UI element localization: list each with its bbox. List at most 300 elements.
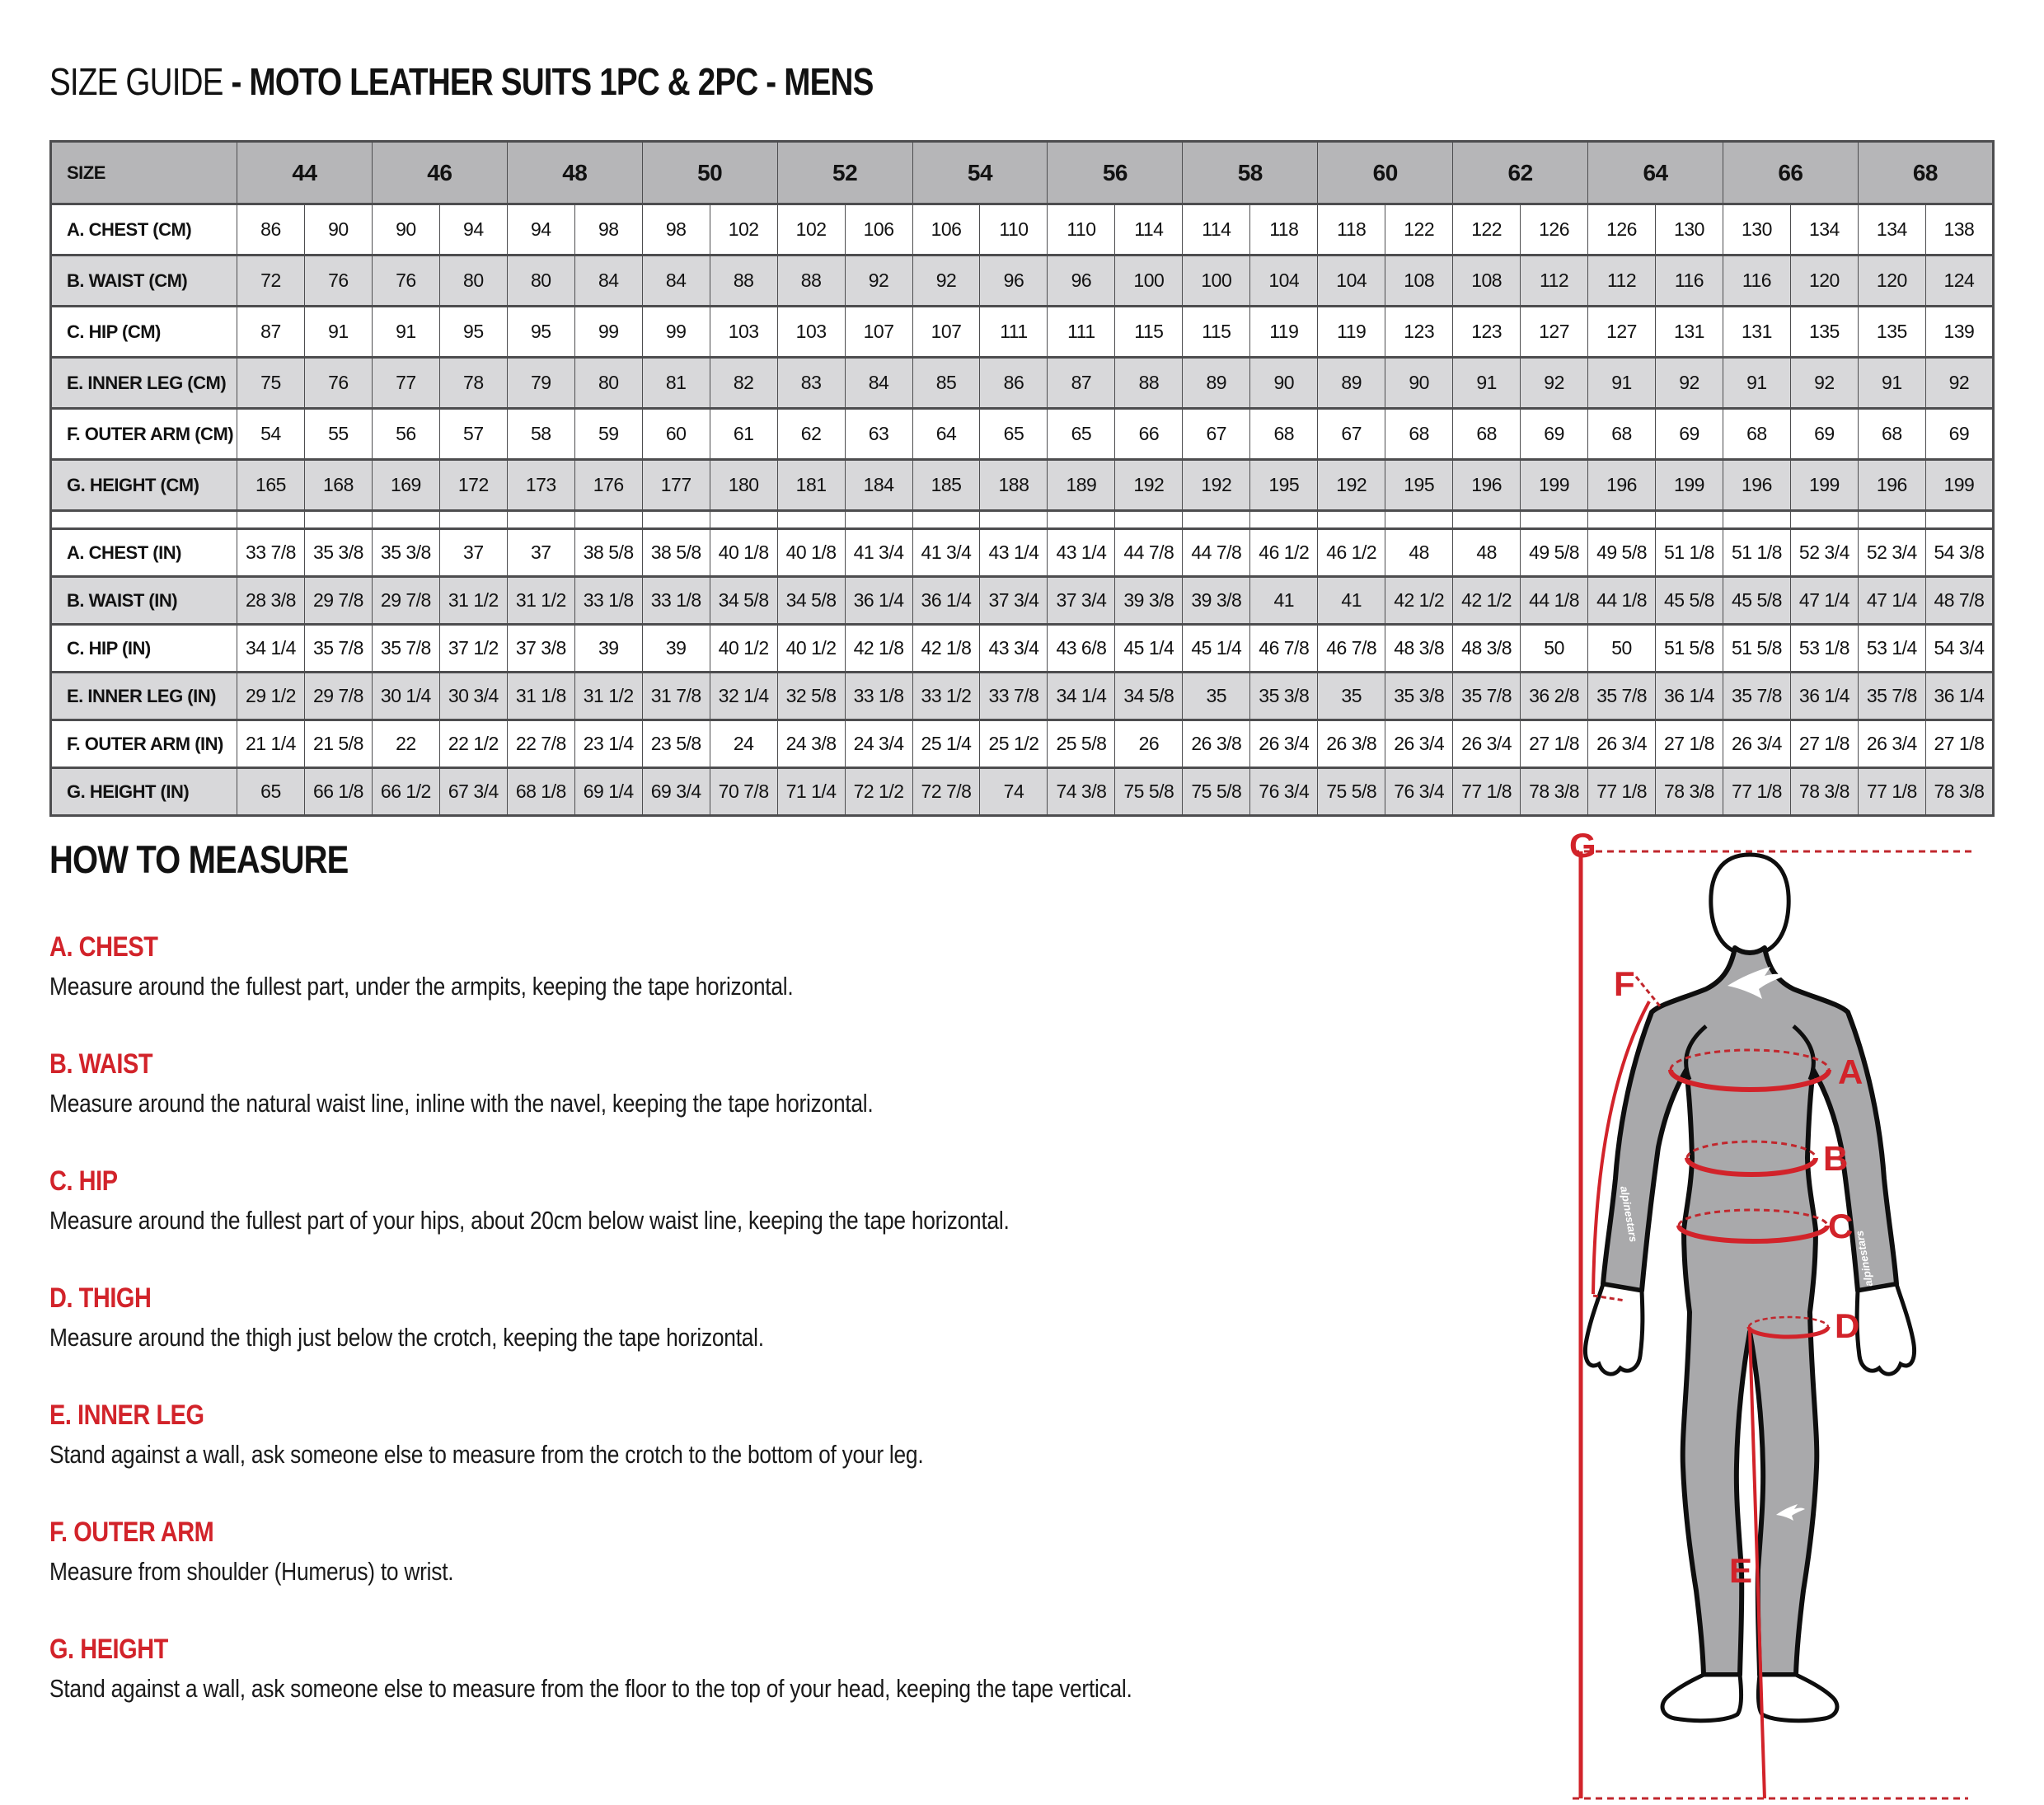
size-col-header: 50 — [642, 142, 777, 204]
table-cell: 40 1/2 — [710, 625, 777, 673]
table-cell: 34 5/8 — [777, 577, 845, 625]
table-cell: 75 5/8 — [1115, 768, 1183, 816]
table-cell: 35 7/8 — [304, 625, 372, 673]
table-cell: 118 — [1318, 204, 1385, 256]
table-cell: 192 — [1115, 460, 1183, 511]
table-cell: 90 — [1385, 358, 1453, 409]
size-col-header: 52 — [777, 142, 912, 204]
table-row — [51, 529, 1994, 577]
figure-label-B: B — [1823, 1139, 1849, 1178]
table-cell: 111 — [980, 307, 1048, 358]
table-cell: 106 — [912, 204, 980, 256]
table-cell: 99 — [642, 307, 710, 358]
table-cell: 62 — [777, 409, 845, 460]
table-cell: 24 — [710, 720, 777, 768]
table-cell: 66 — [1115, 409, 1183, 460]
table-cell: 48 3/8 — [1385, 625, 1453, 673]
table-cell: 78 3/8 — [1656, 768, 1723, 816]
separator-cell — [51, 511, 237, 529]
table-cell: 115 — [1115, 307, 1183, 358]
table-cell: 90 — [1250, 358, 1318, 409]
table-cell: 98 — [574, 204, 642, 256]
table-cell: 138 — [1925, 204, 1993, 256]
table-cell: 36 1/4 — [912, 577, 980, 625]
table-cell: 77 1/8 — [1453, 768, 1521, 816]
table-cell: 37 — [507, 529, 574, 577]
table-cell: 69 3/4 — [642, 768, 710, 816]
table-cell: 31 1/2 — [507, 577, 574, 625]
table-cell: 122 — [1453, 204, 1521, 256]
table-cell: 35 7/8 — [372, 625, 439, 673]
table-cell: 37 3/4 — [1048, 577, 1115, 625]
table-cell: 31 1/2 — [574, 673, 642, 720]
table-cell: 177 — [642, 460, 710, 511]
table-cell: 35 7/8 — [1858, 673, 1925, 720]
size-table — [49, 140, 1995, 817]
table-cell: 65 — [980, 409, 1048, 460]
table-cell: 119 — [1318, 307, 1385, 358]
table-cell: 96 — [980, 256, 1048, 307]
mannequin-foot-right — [1758, 1675, 1837, 1721]
separator-cell — [304, 511, 372, 529]
table-cell: 27 1/8 — [1925, 720, 1993, 768]
table-cell: 127 — [1588, 307, 1656, 358]
table-cell: 48 — [1453, 529, 1521, 577]
table-cell: 110 — [980, 204, 1048, 256]
table-cell: 91 — [1723, 358, 1790, 409]
table-cell: 92 — [1925, 358, 1993, 409]
mannequin-diagram — [1566, 824, 2044, 1805]
table-cell: 45 1/4 — [1183, 625, 1250, 673]
table-cell: 96 — [1048, 256, 1115, 307]
table-cell: 123 — [1453, 307, 1521, 358]
table-cell: 91 — [1453, 358, 1521, 409]
table-cell: 33 1/2 — [912, 673, 980, 720]
table-cell: 79 — [507, 358, 574, 409]
separator-cell — [845, 511, 912, 529]
table-cell: 26 3/4 — [1858, 720, 1925, 768]
table-cell: 76 3/4 — [1385, 768, 1453, 816]
table-cell: 49 5/8 — [1521, 529, 1588, 577]
row-label: F. OUTER ARM (CM) — [51, 409, 237, 460]
measure-section-chest — [49, 931, 1563, 1001]
table-cell: 54 3/8 — [1925, 529, 1993, 577]
table-cell: 195 — [1250, 460, 1318, 511]
row-label: G. HEIGHT (IN) — [51, 768, 237, 816]
size-col-header: 58 — [1183, 142, 1318, 204]
table-cell: 173 — [507, 460, 574, 511]
table-cell: 76 3/4 — [1250, 768, 1318, 816]
row-label: E. INNER LEG (IN) — [51, 673, 237, 720]
table-cell: 30 3/4 — [439, 673, 507, 720]
table-row — [51, 460, 1994, 511]
table-cell: 48 7/8 — [1925, 577, 1993, 625]
table-cell: 35 7/8 — [1453, 673, 1521, 720]
table-cell: 107 — [845, 307, 912, 358]
measure-body-thigh: Measure around the thigh just below the crotch, keeping the tape horizontal. — [49, 1323, 764, 1352]
separator-cell — [1588, 511, 1656, 529]
table-cell: 102 — [710, 204, 777, 256]
table-cell: 40 1/2 — [777, 625, 845, 673]
table-cell: 69 — [1925, 409, 1993, 460]
table-cell: 33 1/8 — [845, 673, 912, 720]
table-cell: 31 7/8 — [642, 673, 710, 720]
size-col-header: 54 — [912, 142, 1048, 204]
separator-cell — [710, 511, 777, 529]
table-cell: 25 1/4 — [912, 720, 980, 768]
table-cell: 196 — [1588, 460, 1656, 511]
table-cell: 35 3/8 — [1385, 673, 1453, 720]
measure-body-waist: Measure around the natural waist line, inline with the navel, keeping the tape horizontal. — [49, 1089, 874, 1118]
table-cell: 26 3/8 — [1183, 720, 1250, 768]
table-cell: 92 — [1790, 358, 1858, 409]
table-cell: 99 — [574, 307, 642, 358]
separator-cell — [574, 511, 642, 529]
table-cell: 43 3/4 — [980, 625, 1048, 673]
table-cell: 102 — [777, 204, 845, 256]
table-cell: 86 — [237, 204, 305, 256]
table-cell: 68 — [1385, 409, 1453, 460]
table-cell: 51 1/8 — [1656, 529, 1723, 577]
table-cell: 184 — [845, 460, 912, 511]
table-cell: 27 1/8 — [1521, 720, 1588, 768]
measure-section-waist — [49, 1048, 1563, 1118]
table-cell: 81 — [642, 358, 710, 409]
table-cell: 46 7/8 — [1250, 625, 1318, 673]
table-cell: 75 5/8 — [1183, 768, 1250, 816]
table-cell: 74 — [980, 768, 1048, 816]
separator-cell — [1656, 511, 1723, 529]
table-cell: 25 5/8 — [1048, 720, 1115, 768]
table-cell: 66 1/2 — [372, 768, 439, 816]
measurement-figure — [1566, 824, 2044, 1805]
table-cell: 92 — [1656, 358, 1723, 409]
separator-cell — [1858, 511, 1925, 529]
table-cell: 116 — [1723, 256, 1790, 307]
table-cell: 47 1/4 — [1858, 577, 1925, 625]
figure-label-D: D — [1835, 1306, 1860, 1345]
size-col-header: 48 — [507, 142, 642, 204]
table-cell: 31 1/8 — [507, 673, 574, 720]
page-title — [49, 59, 874, 104]
table-cell: 84 — [642, 256, 710, 307]
table-cell: 104 — [1318, 256, 1385, 307]
table-cell: 28 3/8 — [237, 577, 305, 625]
table-cell: 47 1/4 — [1790, 577, 1858, 625]
table-cell: 50 — [1521, 625, 1588, 673]
table-cell: 92 — [912, 256, 980, 307]
row-label: B. WAIST (IN) — [51, 577, 237, 625]
page-title-rest: - MOTO LEATHER SUITS 1PC & 2PC - MENS — [231, 60, 874, 103]
table-cell: 45 1/4 — [1115, 625, 1183, 673]
table-cell: 26 3/4 — [1453, 720, 1521, 768]
table-cell: 87 — [237, 307, 305, 358]
table-cell: 39 — [642, 625, 710, 673]
table-cell: 33 1/8 — [574, 577, 642, 625]
figure-label-C: C — [1828, 1207, 1854, 1245]
table-cell: 199 — [1790, 460, 1858, 511]
table-cell: 32 5/8 — [777, 673, 845, 720]
table-cell: 24 3/8 — [777, 720, 845, 768]
table-cell: 51 5/8 — [1656, 625, 1723, 673]
table-cell: 67 — [1183, 409, 1250, 460]
table-cell: 78 — [439, 358, 507, 409]
table-cell: 33 1/8 — [642, 577, 710, 625]
table-cell: 42 1/8 — [912, 625, 980, 673]
table-cell: 76 — [372, 256, 439, 307]
table-cell: 85 — [912, 358, 980, 409]
table-cell: 69 1/4 — [574, 768, 642, 816]
table-cell: 86 — [980, 358, 1048, 409]
table-cell: 29 7/8 — [304, 577, 372, 625]
measure-body-inner-leg: Stand against a wall, ask someone else to measure from the crotch to the bottom of your leg. — [49, 1440, 924, 1469]
separator-cell — [1115, 511, 1183, 529]
size-col-header: 60 — [1318, 142, 1453, 204]
table-cell: 80 — [439, 256, 507, 307]
separator-cell — [777, 511, 845, 529]
table-cell: 34 5/8 — [1115, 673, 1183, 720]
table-cell: 37 — [439, 529, 507, 577]
table-cell: 34 1/4 — [1048, 673, 1115, 720]
table-cell: 172 — [439, 460, 507, 511]
row-label: E. INNER LEG (CM) — [51, 358, 237, 409]
table-cell: 56 — [372, 409, 439, 460]
table-cell: 65 — [237, 768, 305, 816]
table-cell: 39 3/8 — [1183, 577, 1250, 625]
table-cell: 110 — [1048, 204, 1115, 256]
table-cell: 27 1/8 — [1656, 720, 1723, 768]
table-cell: 26 — [1115, 720, 1183, 768]
table-cell: 114 — [1115, 204, 1183, 256]
table-cell: 46 7/8 — [1318, 625, 1385, 673]
table-cell: 100 — [1183, 256, 1250, 307]
table-cell: 29 7/8 — [304, 673, 372, 720]
table-cell: 43 1/4 — [1048, 529, 1115, 577]
separator-cell — [1790, 511, 1858, 529]
table-cell: 27 1/8 — [1790, 720, 1858, 768]
table-cell: 26 3/4 — [1385, 720, 1453, 768]
table-cell: 35 — [1183, 673, 1250, 720]
table-cell: 78 3/8 — [1925, 768, 1993, 816]
table-cell: 107 — [912, 307, 980, 358]
figure-label-E: E — [1729, 1551, 1753, 1590]
table-cell: 116 — [1656, 256, 1723, 307]
table-cell: 26 3/4 — [1723, 720, 1790, 768]
table-cell: 114 — [1183, 204, 1250, 256]
table-cell: 26 3/8 — [1318, 720, 1385, 768]
row-label: A. CHEST (CM) — [51, 204, 237, 256]
table-cell: 66 1/8 — [304, 768, 372, 816]
table-cell: 87 — [1048, 358, 1115, 409]
mannequin-foot-left — [1662, 1675, 1742, 1721]
table-cell: 41 3/4 — [912, 529, 980, 577]
table-cell: 46 1/2 — [1318, 529, 1385, 577]
table-cell: 59 — [574, 409, 642, 460]
table-cell: 76 — [304, 256, 372, 307]
separator-cell — [237, 511, 305, 529]
table-cell: 69 — [1790, 409, 1858, 460]
table-cell: 130 — [1656, 204, 1723, 256]
measure-heading-waist: B. WAIST — [49, 1048, 153, 1080]
measure-section-height — [49, 1634, 1563, 1704]
table-cell: 76 — [304, 358, 372, 409]
table-cell: 77 1/8 — [1858, 768, 1925, 816]
table-cell: 35 7/8 — [1588, 673, 1656, 720]
table-row — [51, 625, 1994, 673]
table-cell: 196 — [1858, 460, 1925, 511]
measure-section-hip — [49, 1165, 1563, 1235]
size-col-header: 68 — [1858, 142, 1993, 204]
table-header-row — [51, 142, 1994, 204]
size-col-header: 62 — [1453, 142, 1588, 204]
table-cell: 120 — [1790, 256, 1858, 307]
table-cell: 103 — [777, 307, 845, 358]
table-cell: 127 — [1521, 307, 1588, 358]
table-cell: 72 1/2 — [845, 768, 912, 816]
table-cell: 88 — [777, 256, 845, 307]
table-cell: 48 3/8 — [1453, 625, 1521, 673]
table-cell: 35 3/8 — [304, 529, 372, 577]
table-cell: 89 — [1318, 358, 1385, 409]
table-cell: 106 — [845, 204, 912, 256]
table-cell: 176 — [574, 460, 642, 511]
table-cell: 44 1/8 — [1521, 577, 1588, 625]
table-cell: 68 — [1453, 409, 1521, 460]
table-cell: 60 — [642, 409, 710, 460]
table-cell: 84 — [574, 256, 642, 307]
table-cell: 130 — [1723, 204, 1790, 256]
table-cell: 21 5/8 — [304, 720, 372, 768]
table-cell: 77 1/8 — [1723, 768, 1790, 816]
table-cell: 90 — [304, 204, 372, 256]
table-cell: 103 — [710, 307, 777, 358]
table-cell: 42 1/2 — [1453, 577, 1521, 625]
table-cell: 36 1/4 — [1925, 673, 1993, 720]
table-row — [51, 768, 1994, 816]
arm-brand-text-left: alpinestars — [1618, 1184, 1640, 1244]
table-row — [51, 673, 1994, 720]
table-cell: 50 — [1588, 625, 1656, 673]
table-row — [51, 256, 1994, 307]
table-cell: 26 3/4 — [1588, 720, 1656, 768]
table-cell: 199 — [1656, 460, 1723, 511]
table-cell: 29 1/2 — [237, 673, 305, 720]
table-cell: 69 — [1521, 409, 1588, 460]
table-cell: 52 3/4 — [1790, 529, 1858, 577]
table-cell: 57 — [439, 409, 507, 460]
table-cell: 71 1/4 — [777, 768, 845, 816]
table-cell: 74 3/8 — [1048, 768, 1115, 816]
table-cell: 31 1/2 — [439, 577, 507, 625]
table-cell: 34 1/4 — [237, 625, 305, 673]
table-cell: 95 — [507, 307, 574, 358]
mannequin-hand-right — [1857, 1284, 1914, 1374]
table-cell: 64 — [912, 409, 980, 460]
separator-cell — [1723, 511, 1790, 529]
table-cell: 165 — [237, 460, 305, 511]
table-row — [51, 204, 1994, 256]
table-cell: 168 — [304, 460, 372, 511]
table-cell: 39 3/8 — [1115, 577, 1183, 625]
table-cell: 72 — [237, 256, 305, 307]
separator-cell — [1385, 511, 1453, 529]
table-cell: 42 1/2 — [1385, 577, 1453, 625]
size-col-header: 44 — [237, 142, 373, 204]
table-cell: 180 — [710, 460, 777, 511]
table-cell: 70 7/8 — [710, 768, 777, 816]
table-cell: 23 5/8 — [642, 720, 710, 768]
measure-body-chest: Measure around the fullest part, under the armpits, keeping the tape horizontal. — [49, 972, 794, 1001]
measure-heading-chest: A. CHEST — [49, 931, 158, 963]
size-col-header: 64 — [1588, 142, 1723, 204]
table-cell: 91 — [372, 307, 439, 358]
table-cell: 104 — [1250, 256, 1318, 307]
table-cell: 195 — [1385, 460, 1453, 511]
table-cell: 35 3/8 — [372, 529, 439, 577]
how-to-measure-section — [49, 837, 1563, 1751]
table-cell: 139 — [1925, 307, 1993, 358]
table-cell: 32 1/4 — [710, 673, 777, 720]
table-cell: 100 — [1115, 256, 1183, 307]
table-cell: 188 — [980, 460, 1048, 511]
table-cell: 92 — [1521, 358, 1588, 409]
table-cell: 44 7/8 — [1115, 529, 1183, 577]
table-cell: 34 5/8 — [710, 577, 777, 625]
table-cell: 44 1/8 — [1588, 577, 1656, 625]
measure-section-thigh — [49, 1282, 1563, 1353]
table-cell: 92 — [845, 256, 912, 307]
table-cell: 199 — [1925, 460, 1993, 511]
table-cell: 78 3/8 — [1790, 768, 1858, 816]
row-label: C. HIP (IN) — [51, 625, 237, 673]
table-cell: 88 — [1115, 358, 1183, 409]
table-cell: 91 — [1858, 358, 1925, 409]
table-cell: 119 — [1250, 307, 1318, 358]
table-cell: 95 — [439, 307, 507, 358]
table-cell: 48 — [1385, 529, 1453, 577]
figure-label-G: G — [1569, 826, 1596, 865]
table-cell: 196 — [1723, 460, 1790, 511]
table-cell: 181 — [777, 460, 845, 511]
figure-label-A: A — [1838, 1053, 1864, 1091]
measure-body-outer-arm: Measure from shoulder (Humerus) to wrist. — [49, 1557, 454, 1586]
table-cell: 123 — [1385, 307, 1453, 358]
measure-heading-thigh: D. THIGH — [49, 1282, 152, 1314]
table-cell: 41 3/4 — [845, 529, 912, 577]
separator-cell — [1183, 511, 1250, 529]
measure-heading-inner-leg: E. INNER LEG — [49, 1399, 204, 1431]
separator-cell — [1318, 511, 1385, 529]
table-cell: 94 — [439, 204, 507, 256]
table-cell: 89 — [1183, 358, 1250, 409]
table-cell: 22 — [372, 720, 439, 768]
table-cell: 37 1/2 — [439, 625, 507, 673]
table-cell: 43 1/4 — [980, 529, 1048, 577]
table-corner-size-label: SIZE — [51, 142, 237, 204]
separator-cell — [912, 511, 980, 529]
table-cell: 185 — [912, 460, 980, 511]
measure-body-hip: Measure around the fullest part of your hips, about 20cm below waist line, keeping the tape horizontal. — [49, 1206, 1010, 1235]
table-cell: 84 — [845, 358, 912, 409]
table-cell: 36 2/8 — [1521, 673, 1588, 720]
size-col-header: 56 — [1048, 142, 1183, 204]
table-cell: 35 7/8 — [1723, 673, 1790, 720]
table-separator-row — [51, 511, 1994, 529]
mannequin-head — [1711, 855, 1788, 954]
table-cell: 199 — [1521, 460, 1588, 511]
separator-cell — [439, 511, 507, 529]
table-cell: 118 — [1250, 204, 1318, 256]
